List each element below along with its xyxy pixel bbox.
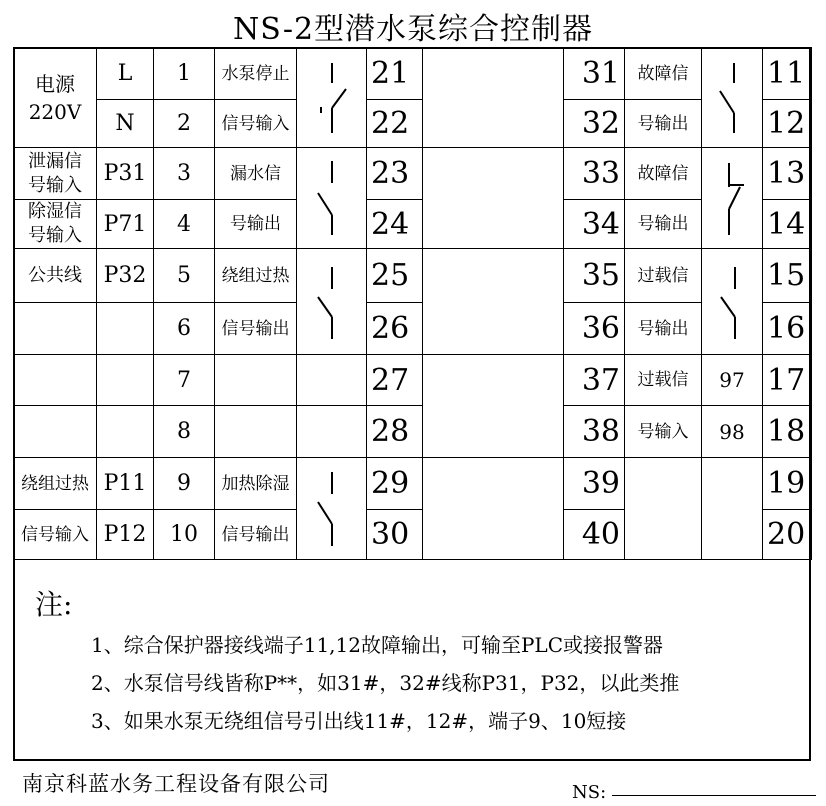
terminal-8: 8 — [154, 406, 215, 458]
switch-no-water — [297, 148, 367, 249]
note-3: 3、如果水泵无绕组信号引出线11#，12#，端子9、10短接 — [91, 709, 627, 733]
terminal-10: 10 — [154, 510, 215, 560]
blank-col5-8 — [297, 406, 367, 458]
blank-col9-9 — [625, 458, 702, 560]
over-label-1a: 过载信 — [625, 249, 702, 303]
blank-cell-a — [423, 48, 564, 148]
blank-cell-d — [423, 355, 564, 458]
normally-closed-switch-icon — [712, 153, 752, 243]
wind-label-1: 绕组过热 — [215, 249, 297, 303]
leak-text: 泄漏信 号输入 — [28, 150, 82, 196]
terminal-14: 14 — [763, 200, 812, 249]
terminal-27: 27 — [367, 355, 423, 406]
fault-label-1b: 号输出 — [625, 100, 702, 148]
terminal-12: 12 — [763, 100, 812, 148]
terminal-15: 15 — [763, 249, 812, 303]
terminal-5: 5 — [154, 249, 215, 303]
wire-p32: P32 — [97, 249, 154, 303]
water-label-2: 号输出 — [215, 200, 297, 249]
terminal-17: 17 — [763, 355, 812, 406]
stop-label-2: 信号输入 — [215, 100, 297, 148]
heat-label-2: 信号输出 — [215, 510, 297, 560]
blank-col4-8 — [215, 406, 297, 458]
terminal-22: 22 — [367, 100, 423, 148]
terminal-1: 1 — [154, 48, 215, 100]
dehum-label — [14, 200, 97, 249]
blank-col1-6 — [14, 303, 97, 355]
terminal-33: 33 — [564, 148, 625, 200]
ns-fill-line — [612, 795, 816, 796]
switch-no-fault-1 — [702, 48, 763, 148]
wire-p12: P12 — [97, 510, 154, 560]
wire-l: L — [97, 48, 154, 100]
terminal-24: 24 — [367, 200, 423, 249]
terminal-11: 11 — [763, 48, 812, 100]
winding-label-1: 绕组过热 — [14, 458, 97, 510]
terminal-16: 16 — [763, 303, 812, 355]
note-1: 1、综合保护器接线端子11,12故障输出，可输至PLC或接报警器 — [91, 633, 664, 657]
fault-label-2b: 号输出 — [625, 200, 702, 249]
terminal-7: 7 — [154, 355, 215, 406]
terminal-98: 98 — [702, 406, 763, 458]
leak-label — [14, 148, 97, 200]
terminal-25: 25 — [367, 249, 423, 303]
wind-label-2: 信号输出 — [215, 303, 297, 355]
switch-nc-stop — [297, 48, 367, 148]
terminal-3: 3 — [154, 148, 215, 200]
wire-n: N — [97, 100, 154, 148]
over-label-2a: 过载信 — [625, 355, 702, 406]
blank-col2-8 — [97, 406, 154, 458]
terminal-36: 36 — [564, 303, 625, 355]
terminal-31: 31 — [564, 48, 625, 100]
terminal-35: 35 — [564, 249, 625, 303]
terminal-30: 30 — [367, 510, 423, 560]
switch-no-winding — [297, 249, 367, 355]
fault-label-2a: 故障信 — [625, 148, 702, 200]
power-text: 电源 220V — [28, 71, 82, 124]
heat-label-1: 加热除湿 — [215, 458, 297, 510]
blank-col5-7 — [297, 355, 367, 406]
terminal-34: 34 — [564, 200, 625, 249]
normally-open-switch-icon — [312, 464, 352, 554]
switch-no-heat — [297, 458, 367, 560]
terminal-9: 9 — [154, 458, 215, 510]
normally-open-switch-icon — [712, 257, 752, 347]
normally-open-switch-icon — [312, 257, 352, 347]
note-2: 2、水泵信号线皆称P**，如31#，32#线称P31，P32，以此类推 — [91, 671, 680, 695]
blank-cell-c — [423, 249, 564, 355]
terminal-6: 6 — [154, 303, 215, 355]
winding-label-2: 信号输入 — [14, 510, 97, 560]
wire-p71: P71 — [97, 200, 154, 249]
blank-col10-9 — [702, 458, 763, 560]
blank-col4-7 — [215, 355, 297, 406]
over-label-1b: 号输出 — [625, 303, 702, 355]
blank-col1-7 — [14, 355, 97, 406]
terminal-4: 4 — [154, 200, 215, 249]
notes-section — [13, 565, 811, 761]
wire-p11: P11 — [97, 458, 154, 510]
wire-p31: P31 — [97, 148, 154, 200]
terminal-97: 97 — [702, 355, 763, 406]
terminal-21: 21 — [367, 48, 423, 100]
blank-col2-6 — [97, 303, 154, 355]
dehum-text: 除湿信 号输入 — [28, 201, 82, 246]
water-label-1: 漏水信 — [215, 148, 297, 200]
normally-open-switch-icon — [312, 153, 352, 243]
terminal-37: 37 — [564, 355, 625, 406]
terminal-38: 38 — [564, 406, 625, 458]
switch-no-over — [702, 249, 763, 355]
terminal-19: 19 — [763, 458, 812, 510]
blank-cell-e — [423, 458, 564, 560]
common-label: 公共线 — [14, 249, 97, 303]
power-label — [14, 48, 97, 148]
terminal-table — [13, 47, 812, 560]
terminal-18: 18 — [763, 406, 812, 458]
terminal-29: 29 — [367, 458, 423, 510]
stop-label-1: 水泵停止 — [215, 48, 297, 100]
terminal-26: 26 — [367, 303, 423, 355]
terminal-13: 13 — [763, 148, 812, 200]
page-title: NS-2型潜水泵综合控制器 — [232, 12, 594, 47]
switch-nc-fault-2 — [702, 148, 763, 249]
normally-closed-switch-icon — [312, 53, 352, 143]
fault-label-1a: 故障信 — [625, 48, 702, 100]
terminal-2: 2 — [154, 100, 215, 148]
notes-heading: 注: — [35, 588, 73, 621]
terminal-40: 40 — [564, 510, 625, 560]
over-label-2b: 号输入 — [625, 406, 702, 458]
company-name: 南京科蓝水务工程设备有限公司 — [22, 772, 330, 796]
ns-label: NS: — [572, 782, 607, 803]
blank-col1-8 — [14, 406, 97, 458]
terminal-20: 20 — [763, 510, 812, 560]
normally-open-switch-icon — [712, 53, 752, 143]
blank-col2-7 — [97, 355, 154, 406]
blank-cell-b — [423, 148, 564, 249]
terminal-39: 39 — [564, 458, 625, 510]
terminal-32: 32 — [564, 100, 625, 148]
terminal-23: 23 — [367, 148, 423, 200]
terminal-28: 28 — [367, 406, 423, 458]
